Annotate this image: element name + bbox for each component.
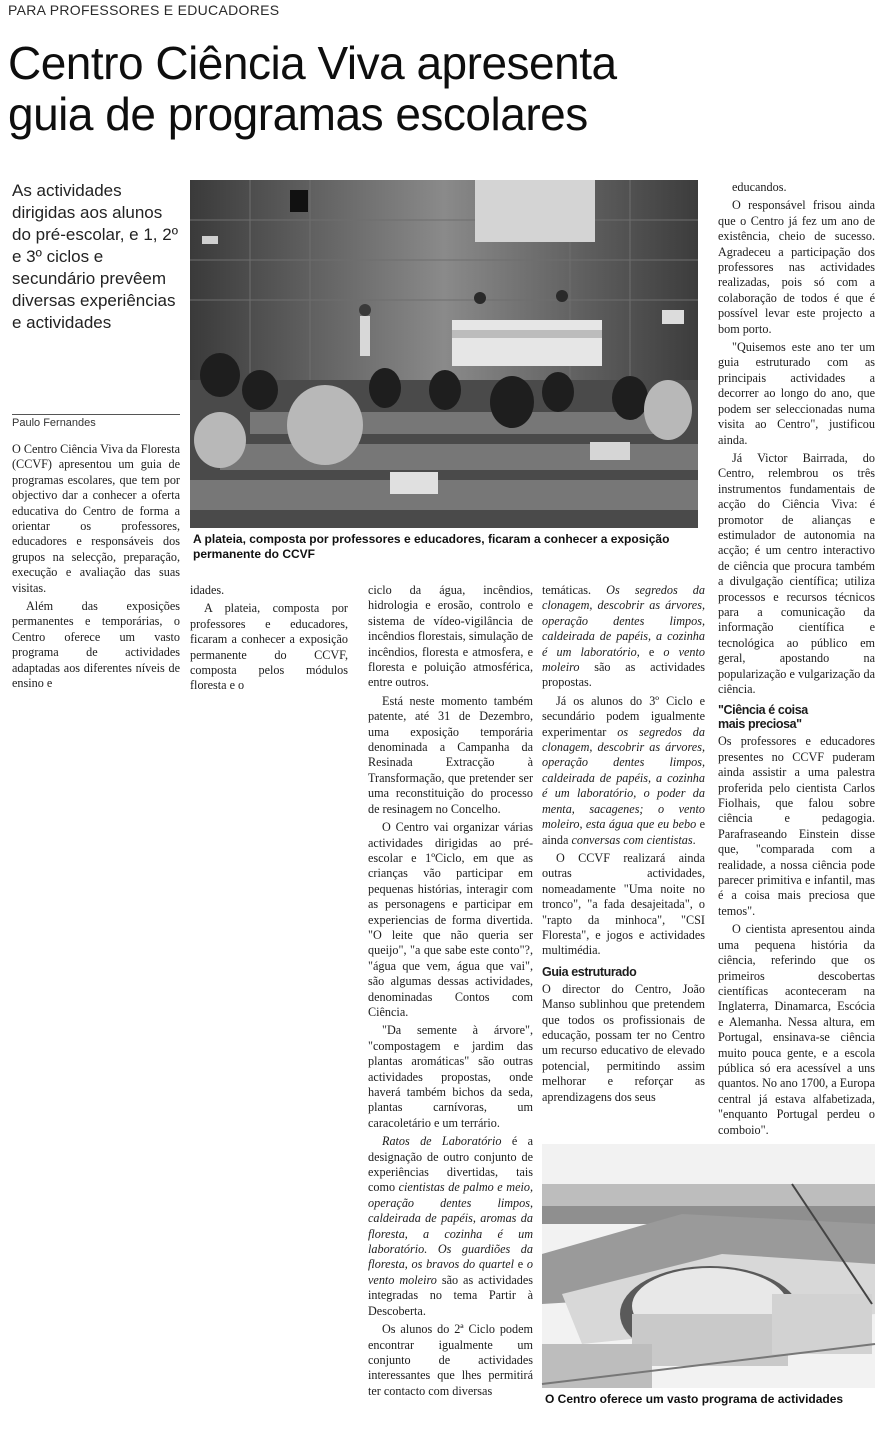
column-3-paragraph: ciclo da água, incêndios, hidrologia e erosão, controlo e sistema de vídeo-vigilância de incêndios florestais, simulação de incêndios, floresta e atmosfera, e floresta e poluição atmosférica, entre outros.: [368, 583, 533, 690]
text-run: , e: [636, 644, 664, 659]
column-5-paragraph: Já Victor Bairrada, do Centro, relembrou os três instrumentos fundamentais de acção do Ciência Viva: é promotor de alianças e estimulador de autonomia na acção; é um centro interactivo de ciência que procura também a divulgação científica; utiliza processos e recursos técnicos para a comunicação da informação científica e tecnológica ao público em geral, apostando na popularização e vulgarização da ciência.: [718, 450, 875, 696]
headline-line-2: guia de programas escolares: [8, 88, 588, 140]
author-byline: Paulo Fernandes: [12, 414, 180, 429]
italic-text: Os segredos da clonagem, descobrir as árvores, operação dentes limpos, caldeirada de papéis, a cozinha é um laboratório: [542, 583, 705, 659]
blank-area: [0, 676, 362, 1430]
subhead-guia-estruturado: Guia estruturado: [542, 964, 637, 979]
text-run: são as actividades propostas.: [542, 660, 705, 690]
headline-line-1: Centro Ciência Viva apresenta: [8, 37, 617, 89]
article-column-1: [12, 442, 180, 691]
column-4-paragraph: O CCVF realizará ainda outras actividades, nomeadamente "Uma noite no tronco", "a fada desajeitada", o "rapto da minhoca", "CSI Floresta", e jogos e actividades multimédia.: [542, 850, 705, 958]
italic-text: Ratos de Laboratório: [382, 1134, 502, 1149]
text-run: são as actividades integradas no tema Partir à Descoberta.: [368, 1272, 534, 1318]
article-column-4: [542, 583, 705, 1143]
subhead-line: mais preciosa": [718, 717, 802, 732]
column-1-paragraph: Além das exposições permanentes e temporárias, o Centro oferece um vasto programa de actividades adaptadas aos diferentes níveis de ensino e: [12, 599, 180, 691]
italic-text: os segredos da clonagem, descobrir as árvores, operação dentes limpos, caldeirada de papéis, a cozinha é um laboratório, o poder da menta, sacagenes; o vento moleiro, esta água que eu bebo: [542, 724, 705, 832]
column-4-paragraph: O director do Centro, João Manso sublinhou que pretendem que todos os profissionais de educação, possam ter no Centro um recurso educativo de elevado potencial, permitindo assim melhorar e reforçar as aprendizagens dos seus: [542, 981, 705, 1104]
column-5-paragraph: Os professores e educadores presentes no CCVF puderam ainda assistir a uma palestra proferida pelo cientista Carlos Fiolhais, que falou sobre ciência e pedagogia. Parafraseando Einstein disse que, "comparada com a realidade, a nossa ciência pode parecer primitiva e infantil, mas é a coisa mais preciosa que temos".: [718, 734, 875, 918]
building-photo-image: [542, 1144, 875, 1388]
photo-2-caption: O Centro oferece um vasto programa de actividades: [545, 1392, 844, 1406]
text-run: e: [514, 1257, 527, 1272]
subhead-line: "Ciência é coisa: [718, 703, 808, 718]
text-run: Já os alunos do 3º Ciclo e secundário podem igualmente experimentar: [542, 693, 705, 739]
section-label: PARA PROFESSORES E EDUCADORES: [8, 2, 280, 18]
article-column-2: [190, 583, 348, 693]
column-1-paragraph: O Centro Ciência Viva da Floresta (CCVF) apresentou um guia de programas escolares, que tem por objectivo dar a conhecer a oferta educativa do Centro de forma a orientar os professores, educadores e responsáveis dos grupos na selecção, preparação, execução e avaliação das suas visitas.: [12, 442, 180, 595]
text-run: temáticas.: [542, 583, 607, 597]
column-3-paragraph: [368, 1134, 533, 1319]
column-3-paragraph: "Da semente à árvore", "compostagem e jardim das plantas aromáticas" são outras actividades propostas, onde haverá também bichos da seda, plantas carnívoras, um caracoletário e um terrário.: [368, 1023, 533, 1130]
lead-text: As actividades dirigidas aos alunos do pré-escolar, e 1, 2º e 3º ciclos e secundário prevêem diversas experiências e actividades: [12, 181, 178, 332]
headline: [8, 38, 808, 140]
auditorium-photo: [190, 180, 698, 528]
text-run: .: [692, 832, 696, 847]
column-2-paragraph: A plateia, composta por professores e educadores, ficaram a conhecer a exposição permanente do CCVF, composta pelos módulos floresta e o: [190, 601, 348, 693]
article-column-3: [368, 583, 533, 1425]
column-5-paragraph: O responsável frisou ainda que o Centro já fez um ano de existência, cheio de sucesso. Agradeceu a participação dos professores nas actividades realizadas, pois só com a colaboração de todos é que é possível levar este projecto a bom porto.: [718, 198, 875, 336]
italic-text: o vento moleiro: [368, 1257, 533, 1287]
column-3-paragraph: Está neste momento também patente, até 31 de Dezembro, uma exposição temporária denominada a Campanha da Resinada Extracção à Transformação, que pretender ser uma reconstituição do processo de resinagem no Concelho.: [368, 693, 533, 816]
italic-text: o vento moleiro: [542, 644, 705, 675]
italic-text: conversas com cientistas: [571, 832, 693, 847]
building-photo: [542, 1144, 875, 1388]
column-3-paragraph: Os alunos do 2ª Ciclo podem encontrar igualmente um conjunto de actividades interessantes que lhes permitirá ter contacto com diversas: [368, 1322, 533, 1398]
subhead-ciencia-preciosa: [718, 703, 875, 731]
column-5-paragraph: educandos.: [732, 180, 787, 194]
article-column-5: [718, 180, 875, 1137]
column-2-paragraph: idades.: [190, 583, 225, 597]
column-3-paragraph: O Centro vai organizar várias actividades dirigidas ao pré-escolar e 1ºCiclo, em que as crianças vão participar em pequenas histórias, interagir com as personagens e participar em experiencias de forma divertida. "O leite que não queria ser queijo", "a que sabe este conto"?, "água que vem, água que vai", são algumas dessas actividades, denominadas Contos com Ciência.: [368, 820, 533, 1019]
text-run: e ainda: [542, 817, 705, 847]
text-run: é a designação de outro conjunto de experiências divertidas, tais como: [368, 1134, 533, 1195]
italic-text: cientistas de palmo e meio, operação dentes limpos, caldeirada de papéis, aromas da floresta, a cozinha é um laboratório. Os guardiões da floresta, os bravos do quartel: [368, 1180, 534, 1272]
column-4-paragraph: [542, 694, 705, 848]
column-5-paragraph: "Quisemos este ano ter um guia estruturado com as principais actividades a decorrer ao longo do ano, que podem ser seleccionadas numa visita ao Centro", justificou ainda.: [718, 340, 875, 447]
column-5-paragraph: O cientista apresentou ainda uma pequena história da ciência, referindo que os primeiros descobertas científicas aconteceram na Inglaterra, Dinamarca, Escócia e Alemanha. Nessa altura, em Portugal, ensinava-se ciência muito pouca gente, e a escola pública só era acessível a uns quantos. No ano 1700, a Europa central já estava alfabetizada, "enquanto Portugal perdeu o comboio".: [718, 922, 875, 1137]
photo-1-caption: A plateia, composta por professores e educadores, ficaram a conhecer a exposição permanente do CCVF: [193, 532, 670, 561]
auditorium-photo-image: [190, 180, 698, 528]
column-4-paragraph: [542, 583, 705, 691]
